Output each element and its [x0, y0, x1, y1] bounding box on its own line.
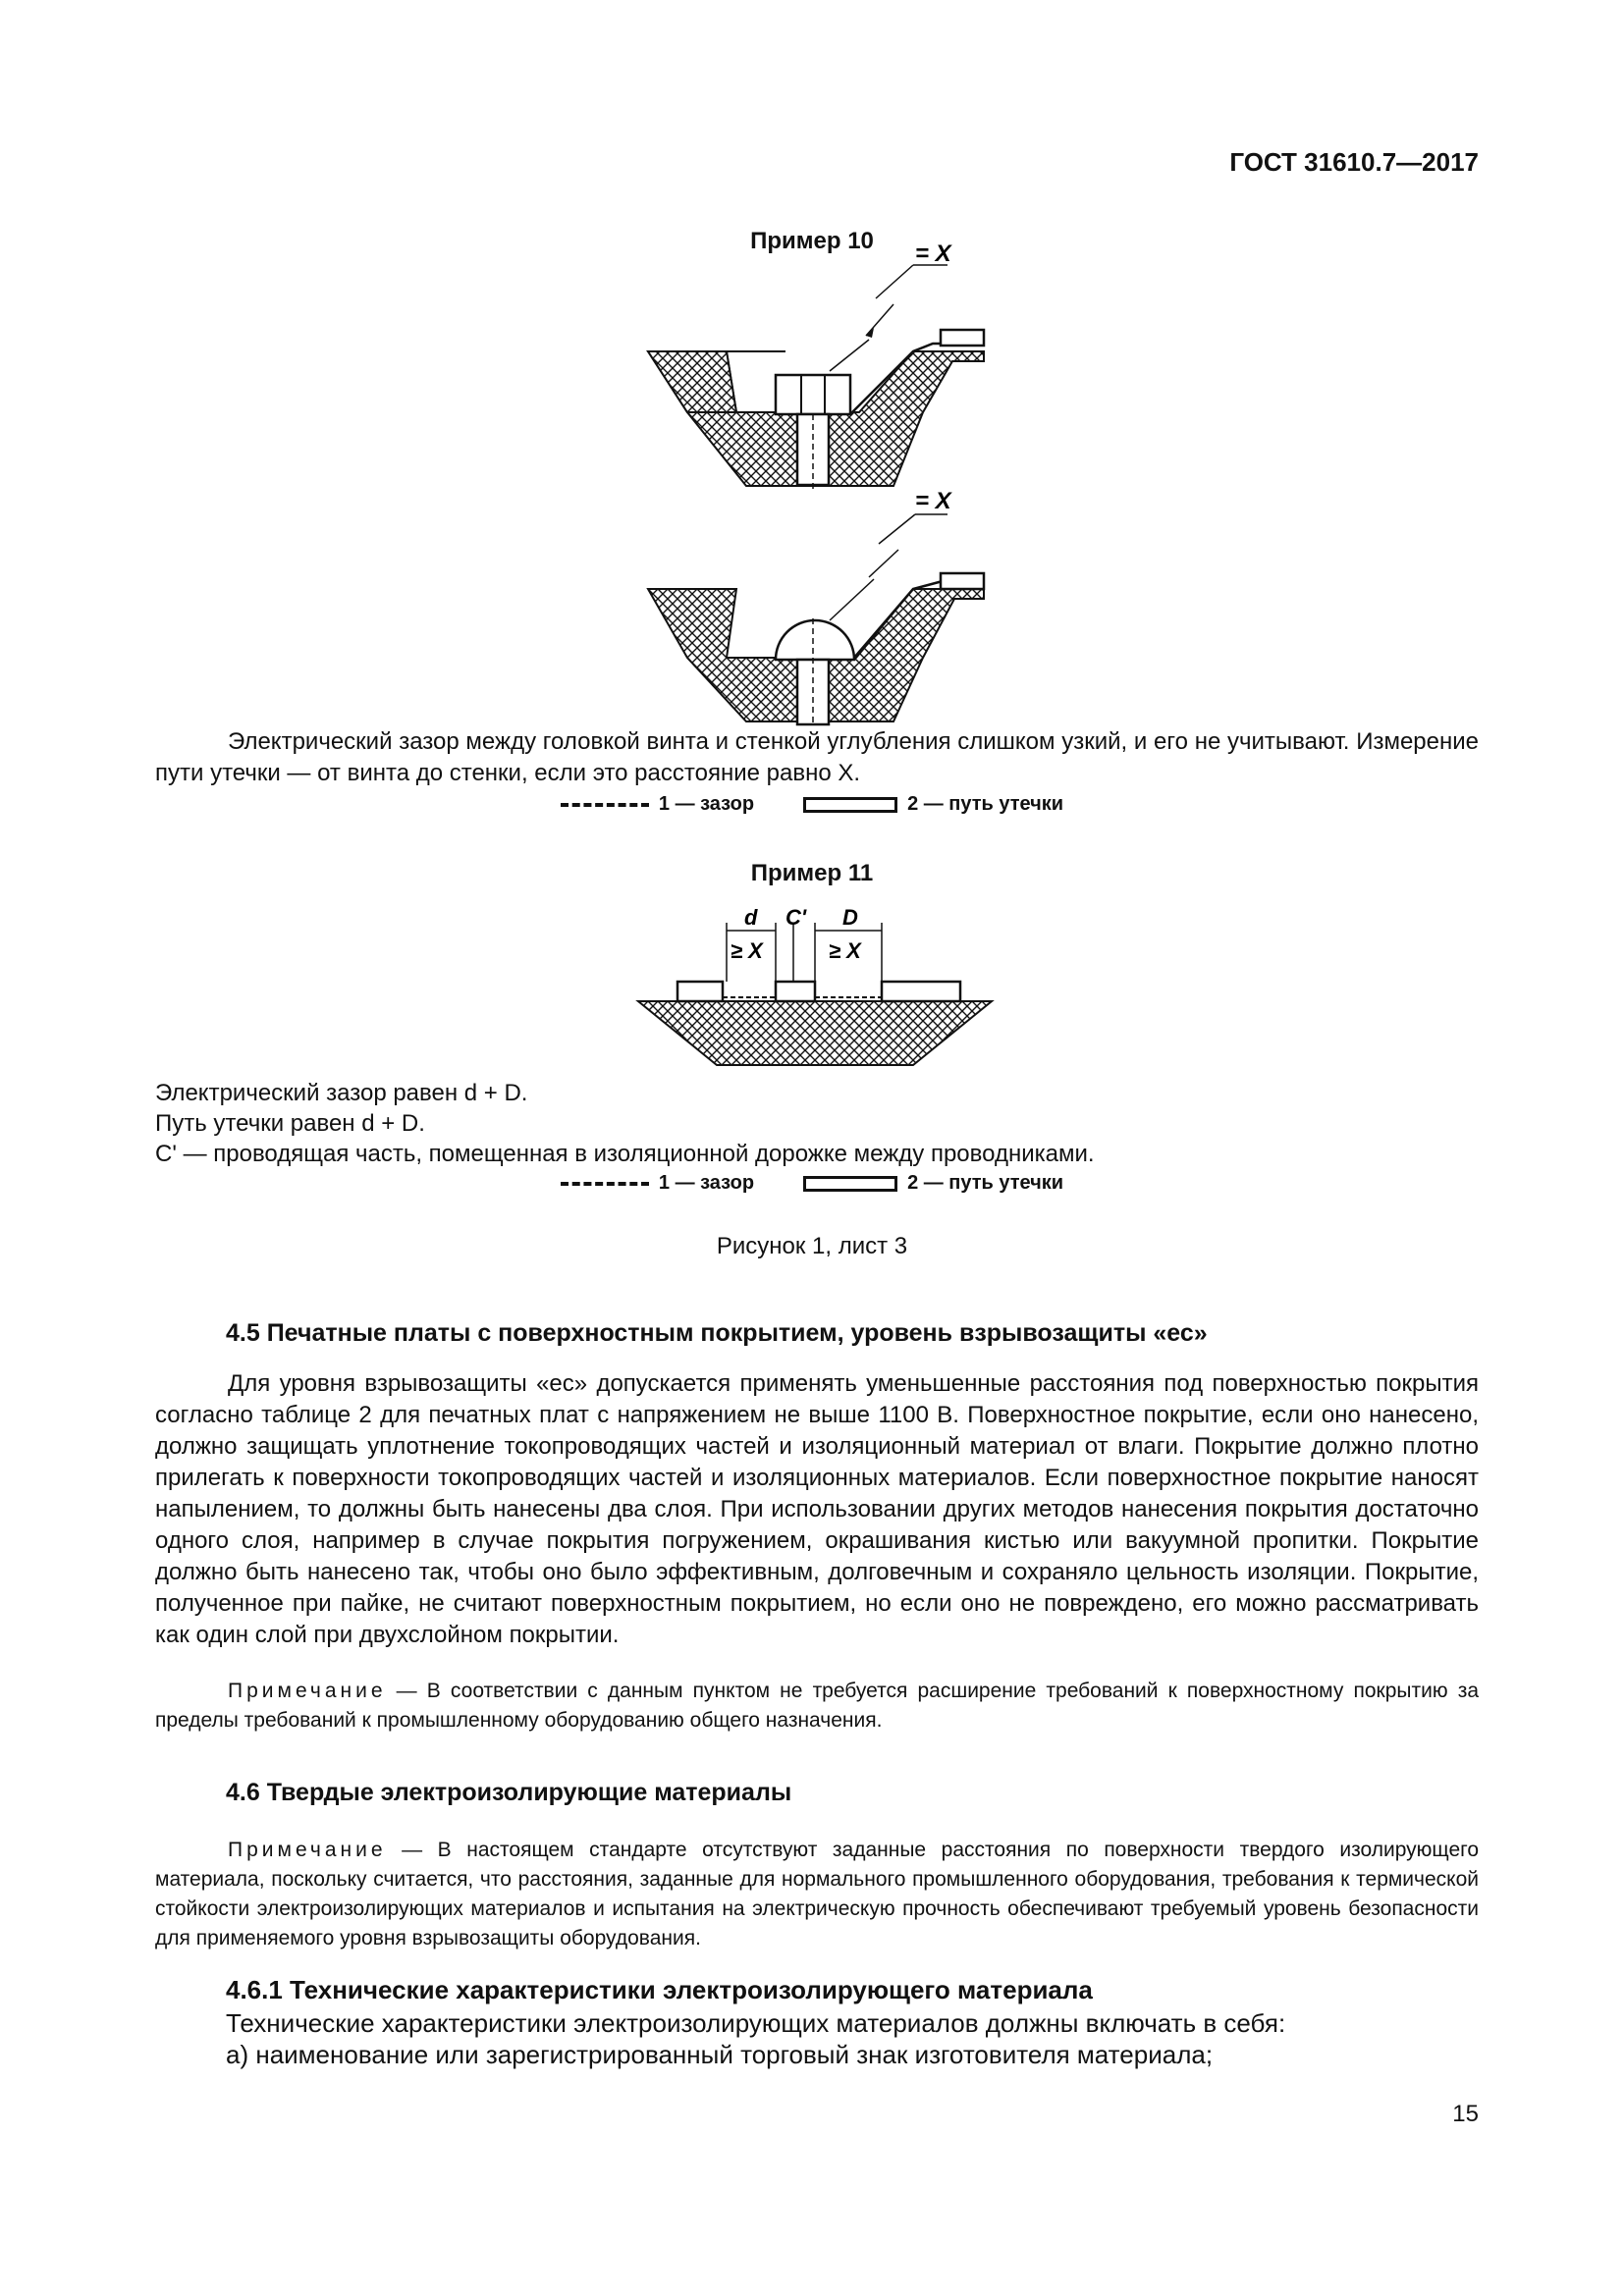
- label-c-prime: C': [785, 905, 807, 930]
- example-10-x-label-bottom: = X: [915, 488, 951, 514]
- example-11-figure: [628, 903, 1001, 1070]
- document-id: ГОСТ 31610.7—2017: [1229, 147, 1479, 177]
- section-4-5-note: [155, 1677, 1479, 1735]
- example-10-title: Пример 10: [750, 228, 874, 254]
- legend-example-10: [0, 793, 1624, 816]
- label-d-small: d: [744, 905, 758, 930]
- legend-item-creepage: 2 — путь утечки: [907, 1172, 1064, 1194]
- example-11-line-2: Путь утечки равен d + D.: [155, 1110, 425, 1137]
- clearance-dash-line: [561, 803, 649, 807]
- clearance-dash-line: [561, 1182, 649, 1186]
- note-text: — В соответствии с данным пунктом не требуется расширение требований к поверхностному покрытию за пределы требований к промышленному оборудованию общего назначения.: [155, 1680, 1479, 1732]
- section-4-6-heading: 4.6 Твердые электроизолирующие материалы: [226, 1779, 792, 1806]
- page-number: 15: [1452, 2101, 1479, 2127]
- note-label: Примечание: [228, 1680, 387, 1702]
- example-11-line-1: Электрический зазор равен d + D.: [155, 1080, 528, 1106]
- label-ge-x-left: ≥ X: [731, 938, 763, 963]
- example-10-x-label-top: = X: [915, 240, 951, 267]
- label-d-large: D: [842, 905, 858, 930]
- example-10-description: Электрический зазор между головкой винта и стенкой углубления слишком узкий, и его не учитывают. Измерение пути утечки — от винта до стенки, если это расстояние равно X.: [155, 728, 1479, 786]
- section-4-5-heading: 4.5 Печатные платы с поверхностным покрытием, уровень взрывозащиты «ес»: [226, 1319, 1208, 1347]
- creepage-path-symbol: [803, 1176, 897, 1192]
- section-4-6-1-line-2: a) наименование или зарегистрированный торговый знак изготовителя материала;: [226, 2040, 1214, 2069]
- label-ge-x-right: ≥ X: [829, 938, 861, 963]
- section-4-6-1-heading: 4.6.1 Технические характеристики электроизолирующего материала: [226, 1975, 1093, 2004]
- note-text: — В настоящем стандарте отсутствуют заданные расстояния по поверхности твердого изолирующего материала, поскольку считается, что расстояния, заданные для нормального промышленного оборудования, требования к термической стойкости электроизолирующих материалов и испытания на электрическую прочность обеспечивают требуемый уровень безопасности для применяемого уровня взрывозащиты оборудования.: [155, 1839, 1479, 1949]
- legend-item-clearance: 1 — зазор: [658, 793, 755, 815]
- example-11-title: Пример 11: [750, 860, 874, 886]
- section-4-6-note: [155, 1836, 1479, 1953]
- note-label: Примечание: [228, 1839, 387, 1861]
- legend-item-creepage: 2 — путь утечки: [907, 793, 1064, 815]
- creepage-path-symbol: [803, 797, 897, 813]
- example-10-figure-bottom: [628, 488, 1001, 736]
- legend-example-11: [0, 1172, 1624, 1195]
- figure-caption: Рисунок 1, лист 3: [716, 1233, 908, 1259]
- section-4-6-1-line-1: Технические характеристики электроизолирующих материалов должны включать в себя:: [226, 2008, 1286, 2038]
- example-11-line-3: C' — проводящая часть, помещенная в изоляционной дорожке между проводниками.: [155, 1141, 1095, 1167]
- section-4-5-body: Для уровня взрывозащиты «ес» допускается применять уменьшенные расстояния под поверхностью покрытия согласно таблице 2 для печатных плат с напряжением не выше 1100 В. Поверхностное покрытие, если оно нанесено, должно защищать уплотнение токопроводящих частей и изоляционный материал от влаги. Покрытие должно плотно прилегать к поверхности токопроводящих частей и изоляционных материалов. Если поверхностное покрытие наносят напылением, то должны быть нанесены два слоя. При использовании других методов нанесения покрытия достаточно одного слоя, например в случае покрытия погружением, окрашивания кистью или вакуумной пропитки. Покрытие должно быть нанесено так, чтобы оно было эффективным, долговечным и сохраняло цельность изоляции. Покрытие, полученное при пайке, не считают поверхностным покрытием, но если оно не повреждено, его можно рассматривать как один слой при двухслойном покрытии.: [155, 1370, 1479, 1648]
- legend-item-clearance: 1 — зазор: [658, 1172, 755, 1194]
